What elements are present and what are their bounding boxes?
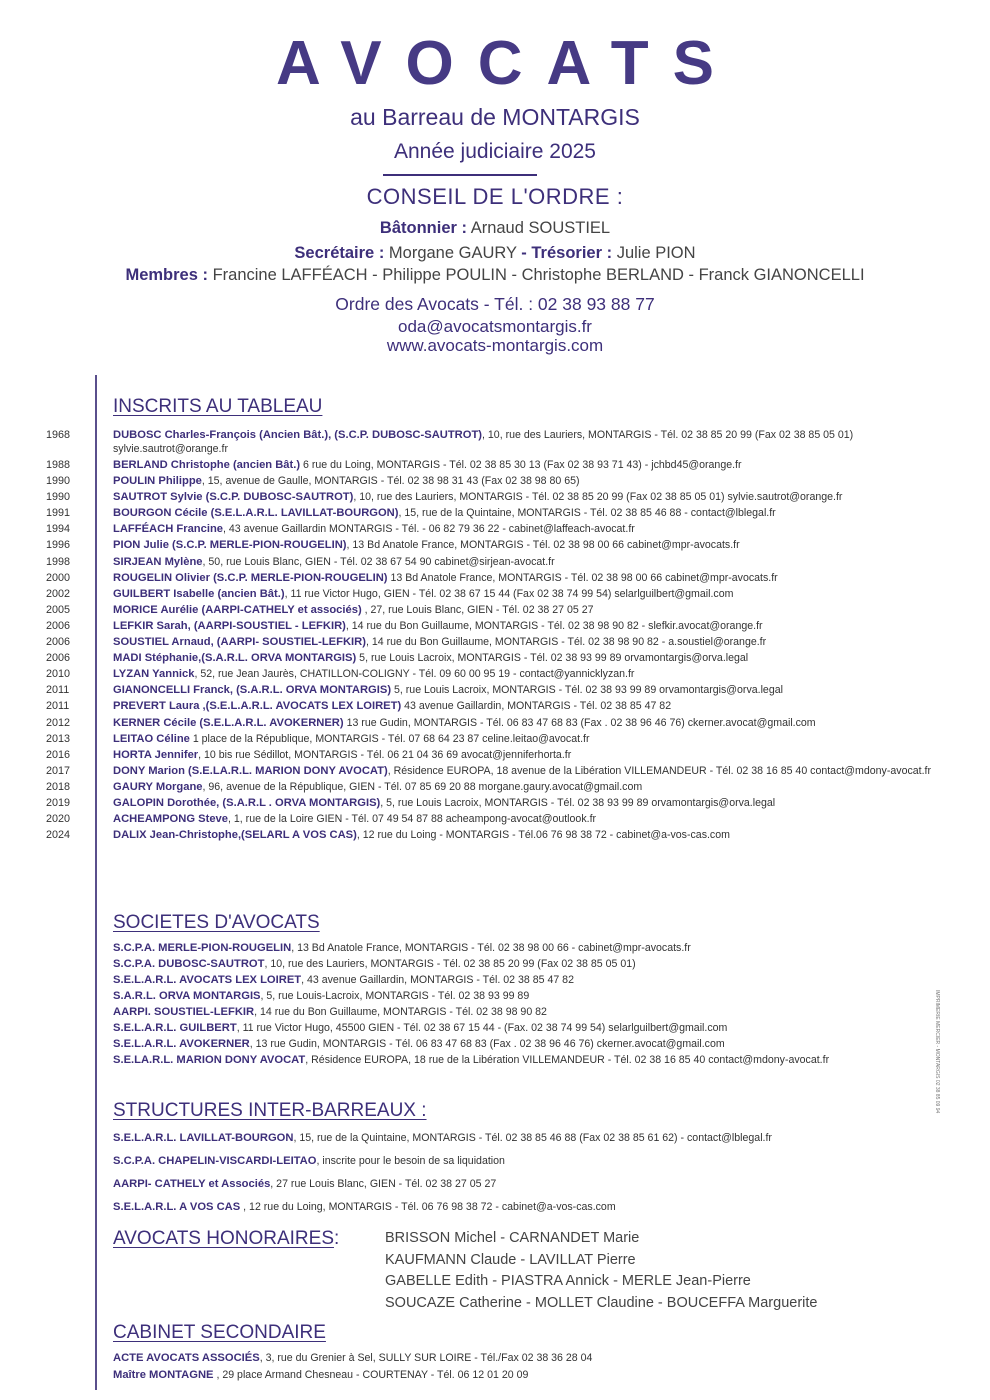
list-item — [0, 651, 990, 667]
entry-name: HORTA Jennifer — [113, 748, 199, 761]
entry-name: GUILBERT Isabelle (ancien Bât.) — [113, 587, 285, 600]
list-item — [113, 1037, 973, 1053]
honoraires-heading — [113, 1228, 339, 1250]
entry-year: 1996 — [46, 539, 71, 552]
item-details: , 5, rue Louis-Lacroix, MONTARGIS - Tél. 02 38 93 99 89 — [260, 990, 530, 1002]
entry-text — [113, 651, 973, 665]
list-item — [113, 1053, 973, 1069]
entry-year: 1990 — [46, 491, 71, 504]
entry-details: , 5, rue Louis Lacroix, MONTARGIS - Tél. 02 38 93 99 89 orvamontargis@orva.legal — [380, 796, 776, 809]
entry-text — [113, 828, 973, 842]
entry-text — [113, 796, 973, 810]
structures-heading: STRUCTURES INTER-BARREAUX : — [113, 1100, 427, 1121]
list-item — [0, 796, 990, 812]
list-item — [0, 635, 990, 651]
entry-name: DONY Marion (S.E.LA.R.L. MARION DONY AVOCAT) — [113, 764, 388, 777]
entry-name: PREVERT Laura ,(S.E.L.A.R.L. AVOCATS LEX LOIRET) — [113, 700, 402, 713]
entry-name: ROUGELIN Olivier (S.C.P. MERLE-PION-ROUGELIN) — [113, 571, 388, 584]
list-item: SOUCAZE Catherine - MOLLET Claudine - BOUCEFFA Marguerite — [385, 1294, 818, 1311]
entry-details: , 52, rue Jean Jaurès, CHATILLON-COLIGNY - Tél. 09 60 00 95 19 - contact@yannicklyzan.fr — [194, 668, 635, 681]
list-item — [0, 812, 990, 828]
entry-text — [113, 522, 973, 536]
item-name: ACTE AVOCATS ASSOCIÉS — [113, 1352, 260, 1364]
entry-name: GAURY Morgane — [113, 780, 203, 793]
secretaire-name: Morgane GAURY — [388, 244, 517, 262]
list-item — [113, 973, 973, 989]
entry-name: PION Julie (S.C.P. MERLE-PION-ROUGELIN) — [113, 539, 347, 552]
entry-year: 2000 — [46, 571, 71, 584]
item-details: , 13 rue Gudin, MONTARGIS - Tél. 06 83 47 68 83 (Fax . 02 38 96 46 76) ckerner.avocat@gmail.com — [249, 1038, 725, 1050]
list-item — [0, 555, 990, 571]
list-item — [113, 1177, 973, 1200]
list-item — [0, 538, 990, 554]
batonnier-line — [0, 219, 990, 238]
item-details: , 11 rue Victor Hugo, 45500 GIEN - Tél. 02 38 67 15 44 - (Fax. 02 38 74 99 54) selarlguilbert@gmail.com — [236, 1022, 728, 1034]
entry-text — [113, 428, 973, 456]
list-item — [113, 1351, 973, 1368]
header-divider — [383, 174, 537, 176]
entry-name: SOUSTIEL Arnaud, (AARPI- SOUSTIEL-LEFKIR) — [113, 636, 366, 649]
tresorier-label: Trésorier : — [531, 244, 613, 262]
list-item — [0, 780, 990, 796]
entry-name: DUBOSC Charles-François (Ancien Bât.), (S.C.P. DUBOSC-SAUTROT) — [113, 429, 483, 441]
entry-year: 2002 — [46, 587, 71, 600]
entry-text — [113, 748, 973, 762]
honoraires-title-text: AVOCATS HONORAIRES — [113, 1228, 334, 1249]
list-item — [0, 474, 990, 490]
entry-name: GALOPIN Dorothée, (S.A.R.L . ORVA MONTARGIS) — [113, 796, 381, 809]
cabinet-heading: CABINET SECONDAIRE — [113, 1322, 326, 1343]
entry-text — [113, 667, 973, 681]
list-item: GABELLE Edith - PIASTRA Annick - MERLE Jean-Pierre — [385, 1273, 751, 1289]
list-item — [0, 732, 990, 748]
entry-name: GIANONCELLI Franck, (S.A.R.L. ORVA MONTARGIS) — [113, 684, 392, 697]
entry-details: 6 rue du Loing, MONTARGIS - Tél. 02 38 85 30 13 (Fax 02 38 93 71 43) - jchbd45@orange.fr — [300, 459, 742, 471]
entry-text — [113, 571, 973, 585]
entry-year: 1988 — [46, 459, 71, 471]
entry-name: LEITAO Céline — [113, 732, 190, 745]
entry-name: LYZAN Yannick — [113, 668, 195, 681]
tresorier-name: Julie PION — [616, 244, 696, 262]
entry-details: , 14 rue du Bon Guillaume, MONTARGIS - Tél. 02 38 98 90 82 - a.soustiel@orange.fr — [365, 636, 767, 649]
entry-text — [113, 716, 973, 730]
entry-text — [113, 490, 973, 504]
item-name: S.C.P.A. CHAPELIN-VISCARDI-LEITAO — [113, 1155, 317, 1167]
entry-name: SIRJEAN Mylène — [113, 555, 203, 568]
entry-year: 2010 — [46, 668, 71, 681]
batonnier-name: Arnaud SOUSTIEL — [470, 219, 611, 237]
ordre-email[interactable]: oda@avocatsmontargis.fr — [398, 317, 592, 336]
item-details: , 43 avenue Gaillardin, MONTARGIS - Tél. 02 38 85 47 82 — [301, 974, 574, 986]
entry-details: 13 rue Gudin, MONTARGIS - Tél. 06 83 47 68 83 (Fax . 02 38 96 46 76) ckerner.avocat@gmail.com — [343, 716, 816, 729]
item-name: S.E.L.A.R.L. AVOCATS LEX LOIRET — [113, 974, 302, 986]
entry-name: ACHEAMPONG Steve — [113, 813, 229, 826]
list-item — [0, 699, 990, 715]
ordre-phone: Ordre des Avocats - Tél. : 02 38 93 88 77 — [335, 294, 655, 314]
entry-details: , 27, rue Louis Blanc, GIEN - Tél. 02 38 27 05 27 — [361, 603, 594, 616]
entry-text — [113, 587, 973, 601]
entry-text — [113, 780, 973, 794]
entry-details: 5, rue Louis Lacroix, MONTARGIS - Tél. 02 38 93 99 89 orvamontargis@orva.legal — [391, 684, 783, 697]
entry-details: , 15, rue de la Quintaine, MONTARGIS - Tél. 02 38 85 46 88 - contact@lblegal.fr — [398, 507, 776, 520]
list-item — [0, 587, 990, 603]
societes-heading: SOCIETES D'AVOCATS — [113, 912, 320, 933]
list-item — [113, 1368, 973, 1385]
item-name: Maître MONTAGNE — [113, 1369, 214, 1381]
entry-text — [113, 699, 973, 713]
list-item — [0, 458, 990, 474]
honoraires-colon: : — [334, 1228, 340, 1249]
entry-year: 2016 — [46, 748, 71, 761]
entry-details: , 12 rue du Loing - MONTARGIS - Tél.06 76 98 38 72 - cabinet@a-vos-cas.com — [356, 829, 730, 842]
item-name: AARPI. SOUSTIEL-LEFKIR — [113, 1006, 255, 1018]
entry-year: 2006 — [46, 652, 71, 665]
entry-year: 2005 — [46, 603, 71, 616]
entry-details: , 14 rue du Bon Guillaume, MONTARGIS - Tél. 02 38 98 90 82 - slefkir.avocat@orange.fr — [345, 619, 763, 632]
entry-text — [113, 555, 973, 569]
item-name: AARPI- CATHELY et Associés — [113, 1178, 271, 1190]
entry-year: 2011 — [46, 684, 70, 697]
list-item — [0, 683, 990, 699]
entry-year: 2018 — [46, 780, 71, 793]
item-name: S.C.P.A. MERLE-PION-ROUGELIN — [113, 942, 292, 954]
page-subtitle: au Barreau de MONTARGIS — [350, 104, 640, 130]
entry-year: 2013 — [46, 732, 71, 745]
entry-name: SAUTROT Sylvie (S.C.P. DUBOSC-SAUTROT) — [113, 491, 354, 504]
entry-details: , 10, rue des Lauriers, MONTARGIS - Tél. 02 38 85 20 99 (Fax 02 38 85 05 01) sylvie.sautrot@orange.fr — [353, 491, 843, 504]
entry-details: 43 avenue Gaillardin, MONTARGIS - Tél. 02 38 85 47 82 — [401, 700, 672, 713]
list-item — [0, 667, 990, 683]
entry-details: , 50, rue Louis Blanc, GIEN - Tél. 02 38 67 54 90 cabinet@sirjean-avocat.fr — [202, 555, 555, 568]
ordre-website[interactable]: www.avocats-montargis.com — [386, 336, 604, 355]
item-name: S.C.P.A. DUBOSC-SAUTROT — [113, 958, 265, 970]
item-details: , 10, rue des Lauriers, MONTARGIS - Tél. 02 38 85 20 99 (Fax 02 38 85 05 01) — [264, 958, 636, 970]
list-item — [113, 957, 973, 973]
item-name: S.A.R.L. ORVA MONTARGIS — [113, 990, 261, 1002]
entry-details: , 1, rue de la Loire GIEN - Tél. 07 49 54 87 88 acheampong-avocat@outlook.fr — [228, 813, 597, 826]
list-item — [0, 490, 990, 506]
entry-details: 13 Bd Anatole France, MONTARGIS - Tél. 02 38 98 00 66 cabinet@mpr-avocats.fr — [387, 571, 778, 584]
list-item — [0, 748, 990, 764]
entry-year: 2024 — [46, 829, 71, 842]
entry-text — [113, 603, 973, 617]
entry-details: 1 place de la République, MONTARGIS - Tél. 07 68 64 23 87 celine.leitao@avocat.fr — [189, 732, 590, 745]
separator: - — [521, 244, 527, 262]
entry-details: , 13 Bd Anatole France, MONTARGIS - Tél. 02 38 98 00 66 cabinet@mpr-avocats.fr — [346, 539, 740, 552]
entry-year: 1991 — [46, 507, 71, 520]
inscrits-list — [0, 428, 990, 844]
cabinet-list — [113, 1351, 973, 1385]
entry-year: 1968 — [46, 429, 71, 441]
entry-text — [113, 683, 973, 697]
item-details: , 3, rue du Grenier à Sel, SULLY SUR LOIRE - Tél./Fax 02 38 36 28 04 — [259, 1352, 593, 1364]
entry-text — [113, 635, 973, 649]
entry-text — [113, 538, 973, 552]
batonnier-label: Bâtonnier : — [379, 219, 467, 237]
entry-text — [113, 764, 973, 778]
item-name: S.E.L.A.R.L. AVOKERNER — [113, 1038, 250, 1050]
item-details: , 27 rue Louis Blanc, GIEN - Tél. 02 38 27 05 27 — [270, 1178, 497, 1190]
societes-list — [113, 941, 973, 1069]
list-item — [0, 428, 990, 458]
entry-year: 1990 — [46, 475, 71, 488]
entry-text — [113, 732, 973, 746]
entry-name: DALIX Jean-Christophe,(SELARL A VOS CAS) — [113, 829, 357, 842]
list-item — [0, 506, 990, 522]
list-item: BRISSON Michel - CARNANDET Marie — [385, 1230, 640, 1246]
list-item — [0, 571, 990, 587]
list-item — [113, 1154, 973, 1177]
inscrits-heading: INSCRITS AU TABLEAU — [113, 396, 323, 417]
entry-details: , 10 bis rue Sédillot, MONTARGIS - Tél. 06 21 04 36 69 avocat@jenniferhorta.fr — [198, 748, 572, 761]
entry-details: , 11 rue Victor Hugo, GIEN - Tél. 02 38 67 15 44 (Fax 02 38 74 99 54) selarlguilbert@gmail.com — [284, 587, 734, 600]
entry-details: 5, rue Louis Lacroix, MONTARGIS - Tél. 02 38 93 99 89 orvamontargis@orva.legal — [356, 652, 749, 665]
entry-year: 2011 — [46, 700, 70, 713]
list-item — [113, 1021, 973, 1037]
list-item — [0, 764, 990, 780]
entry-name: MADI Stéphanie,(S.A.R.L. ORVA MONTARGIS) — [113, 652, 357, 665]
page-title: AVOCATS — [276, 29, 738, 98]
entry-details-line2: sylvie.sautrot@orange.fr — [113, 443, 228, 455]
item-details: , Résidence EUROPA, 18 rue de la Libération VILLEMANDEUR - Tél. 02 38 16 85 40 contact@mdony-avocat.fr — [305, 1054, 830, 1066]
item-details: , inscrite pour le besoin de sa liquidation — [316, 1155, 505, 1167]
entry-name: LEFKIR Sarah, (AARPI-SOUSTIEL - LEFKIR) — [113, 619, 346, 632]
list-item — [0, 522, 990, 538]
item-name: S.E.L.A.R.L. GUILBERT — [113, 1022, 237, 1034]
entry-name: KERNER Cécile (S.E.L.A.R.L. AVOKERNER) — [113, 716, 344, 729]
entry-year: 2006 — [46, 619, 71, 632]
list-item — [113, 989, 973, 1005]
entry-text — [113, 619, 973, 633]
entry-details: , 43 avenue Gaillardin MONTARGIS - Tél. - 06 82 79 36 22 - cabinet@laffeach-avocat.fr — [223, 523, 635, 536]
item-details: , 15, rue de la Quintaine, MONTARGIS - Tél. 02 38 85 46 88 (Fax 02 38 85 61 62) - contact@lblegal.fr — [293, 1132, 772, 1144]
judicial-year: Année judiciaire 2025 — [394, 140, 596, 163]
entry-text — [113, 506, 973, 520]
list-item — [113, 1200, 973, 1223]
entry-year: 2012 — [46, 716, 71, 729]
entry-details: , 10, rue des Lauriers, MONTARGIS - Tél. 02 38 85 20 99 (Fax 02 38 85 05 01) — [482, 429, 854, 441]
entry-year: 2006 — [46, 636, 71, 649]
item-details: , 14 rue du Bon Guillaume, MONTARGIS - Tél. 02 38 98 90 82 — [254, 1006, 547, 1018]
entry-details: , Résidence EUROPA, 18 avenue de la Libération VILLEMANDEUR - Tél. 02 38 16 85 40 contact@mdony-avocat.fr — [387, 764, 932, 777]
list-item — [0, 828, 990, 844]
list-item — [113, 1131, 973, 1154]
printer-note: IMPRIMERIE MERCIER - MONTARGIS 02 38 85 09 94 — [934, 990, 940, 1114]
structures-list — [113, 1131, 973, 1223]
list-item — [113, 941, 973, 957]
list-item — [0, 716, 990, 732]
entry-name: BOURGON Cécile (S.E.L.A.R.L. LAVILLAT-BOURGON) — [113, 507, 399, 520]
item-name: S.E.L.A.R.L. LAVILLAT-BOURGON — [113, 1132, 294, 1144]
conseil-heading: CONSEIL DE L'ORDRE : — [366, 184, 624, 209]
entry-year: 2017 — [46, 764, 71, 777]
entry-details: , 96, avenue de la République, GIEN - Tél. 07 85 69 20 88 morgane.gaury.avocat@gmail.com — [202, 780, 643, 793]
entry-details: , 15, avenue de Gaulle, MONTARGIS - Tél. 02 38 98 31 43 (Fax 02 38 98 80 65) — [201, 475, 580, 488]
secretaire-line — [0, 244, 990, 263]
item-details: , 12 rue du Loing, MONTARGIS - Tél. 06 76 98 38 72 - cabinet@a-vos-cas.com — [240, 1201, 616, 1213]
list-item: KAUFMANN Claude - LAVILLAT Pierre — [385, 1251, 636, 1268]
membres-names: Francine LAFFÉACH - Philippe POULIN - Christophe BERLAND - Franck GIANONCELLI — [212, 266, 865, 284]
entry-text — [113, 458, 973, 472]
item-details: , 13 Bd Anatole France, MONTARGIS - Tél. 02 38 98 00 66 - cabinet@mpr-avocats.fr — [291, 942, 691, 954]
item-name: S.E.L.A.R.L. A VOS CAS — [113, 1201, 241, 1213]
entry-name: POULIN Philippe — [113, 475, 202, 488]
honoraires-list — [385, 1230, 817, 1316]
entry-year: 1994 — [46, 523, 71, 536]
membres-label: Membres : — [125, 266, 208, 284]
item-name: S.E.LA.R.L. MARION DONY AVOCAT — [113, 1054, 306, 1066]
entry-name: LAFFÉACH Francine — [113, 523, 224, 536]
entry-name: MORICE Aurélie (AARPI-CATHELY et associés) — [113, 603, 362, 616]
entry-year: 1998 — [46, 555, 71, 568]
entry-text — [113, 812, 973, 826]
membres-line — [0, 266, 990, 285]
list-item — [0, 603, 990, 619]
entry-text — [113, 474, 973, 488]
secretaire-label: Secrétaire : — [294, 244, 385, 262]
list-item — [0, 619, 990, 635]
entry-name: BERLAND Christophe (ancien Bât.) — [113, 459, 301, 471]
item-details: , 29 place Armand Chesneau - COURTENAY - Tél. 06 12 01 20 09 — [213, 1369, 529, 1381]
list-item — [113, 1005, 973, 1021]
entry-year: 2019 — [46, 796, 71, 809]
entry-year: 2020 — [46, 813, 71, 826]
